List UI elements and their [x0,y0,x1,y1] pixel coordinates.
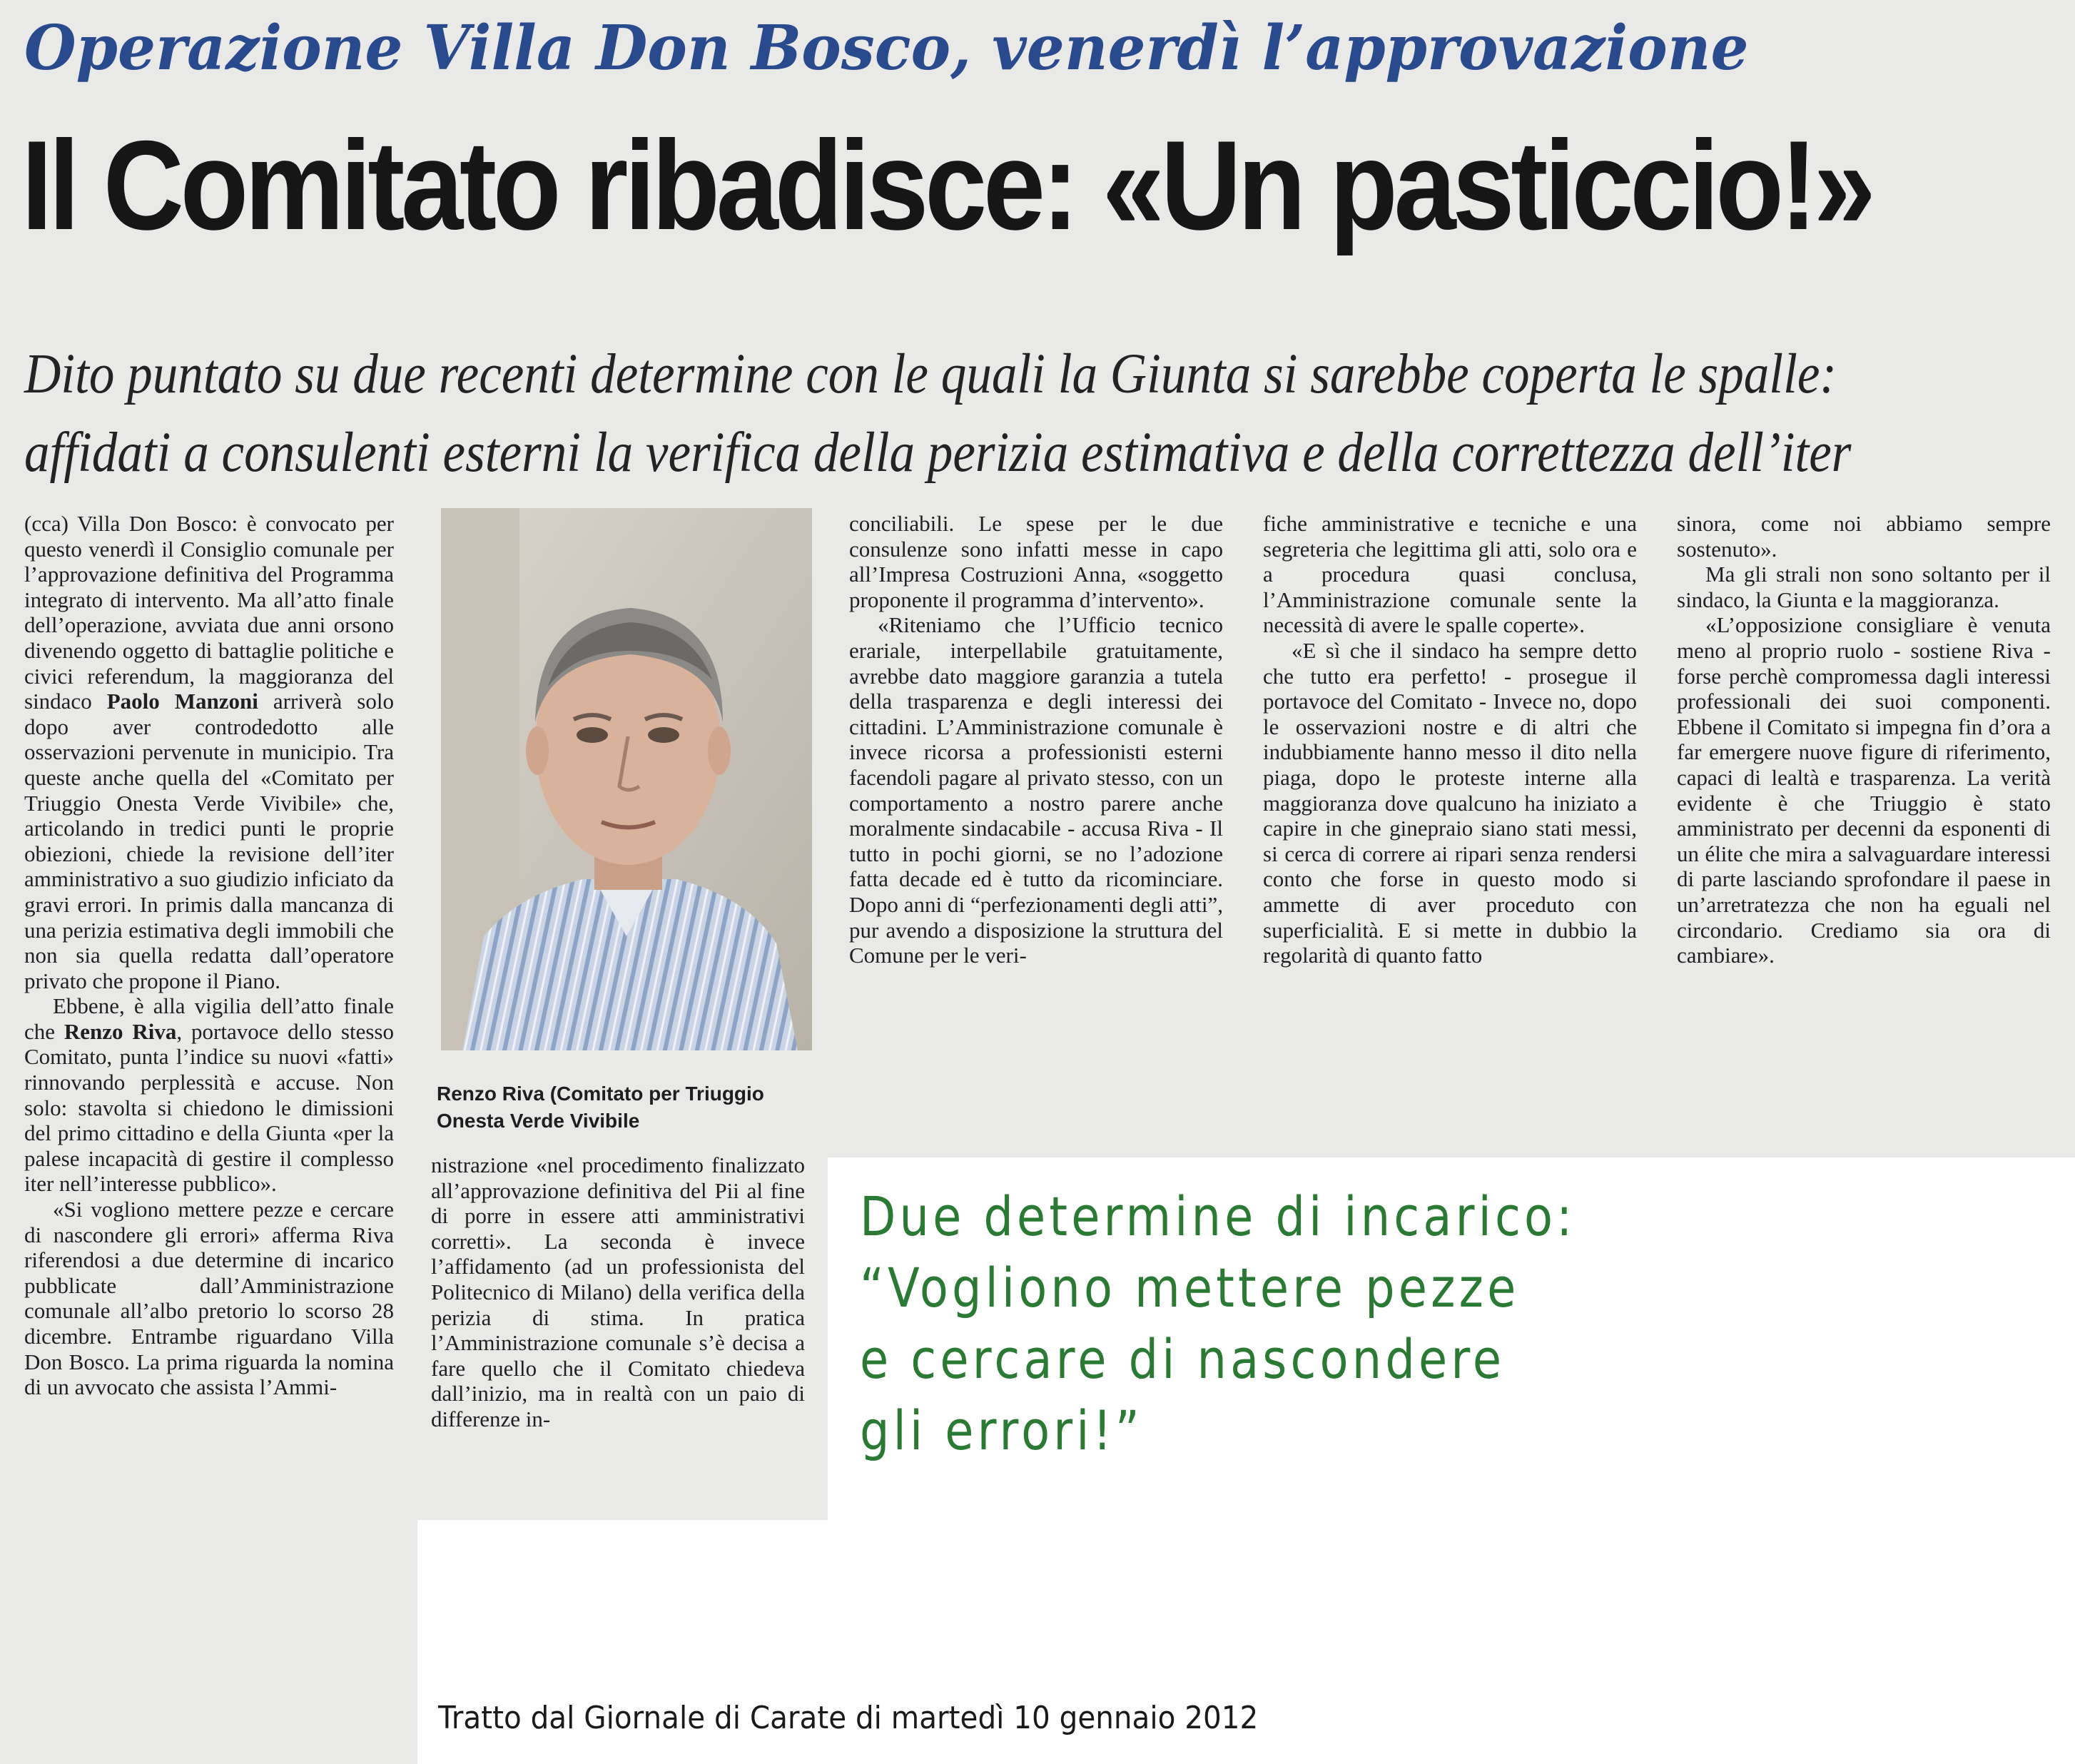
column-3-paragraph-2: «Riteniamo che l’Ufficio tecnico erariale, interpellabile gratuitamente, avrebbe dato maggiore garanzia a tutela della trasparenza e degli interessi dei cittadini. L’Amministrazione comunale è invece ricorsa a professionisti esterni facendoli pagare al privato stesso, con un comportamento a nostro parere anche moralmente sindacabile - accusa Riva - Il tutto in pochi giorni, se no l’adozione fatta decade ed è tutto da ricominciare. Dopo anni di “perfezionamenti degli atti”, pur avendo a disposizione la struttura del Comune per le veri- [849,612,1223,968]
column-4-paragraph-1: fiche amministrative e tecniche e una segreteria che legittima gli atti, solo ora e a procedura quasi conclusa, l’Amministrazione comunale sente la necessità di avere le spalle coperte». [1263,511,1637,638]
article-column-5 [1677,511,2051,968]
quote-line-4: gli errori!” [860,1399,1143,1462]
article-column-2 [431,1152,805,1432]
article-column-3 [849,511,1223,968]
column-3-paragraph-1: conciliabili. Le spese per le due consulenze sono infatti messe in capo all’Impresa Costruzioni Anna, «soggetto proponente il programma d’intervento». [849,511,1223,612]
portrait-photo [441,508,812,1050]
article-column-1 [24,511,394,1400]
highlight-quote [860,1181,1891,1466]
subhead-line-1: Dito puntato su due recenti determine con le quali la Giunta si sarebbe coperta le spalle: [24,343,1837,405]
article-kicker: Operazione Villa Don Bosco, venerdì l’approvazione [24,12,1749,84]
column-5-paragraph-2: Ma gli strali non sono soltanto per il sindaco, la Giunta e la maggioranza. [1677,562,2051,612]
column-1-paragraph-2: Ebbene, è alla vigilia dell’atto finale che Renzo Riva, portavoce dello stesso Comitato, punta l’indice su nuovi «fatti» rinnovando perplessità e accuse. Non solo: stavolta si chiedono le dimissioni del primo cittadino e della Giunta «per la palese incapacità di gestire il complesso iter nell’interesse pubblico». [24,993,394,1197]
subhead-line-2: affidati a consulenti esterni la verifica della perizia estimativa e della correttezza dell’iter [24,422,1852,484]
column-1-paragraph-3: «Si vogliono mettere pezze e cercare di nascondere gli errori» afferma Riva riferendosi a due determine di incarico pubblicate dall’Amministrazione comunale all’albo pretorio lo scorso 28 dicembre. Entrambe riguardano Villa Don Bosco. La prima riguarda la nomina di un avvocato che assista l’Ammi- [24,1197,394,1400]
quote-line-1: Due determine di incarico: [860,1185,1576,1248]
quote-line-2: “Vogliono mettere pezze [860,1256,1520,1319]
article-column-4 [1263,511,1637,968]
source-credit: Tratto dal Giornale di Carate di martedì 10 gennaio 2012 [438,1700,1259,1736]
column-4-paragraph-2: «E sì che il sindaco ha sempre detto che tutto era perfetto! - prosegue il portavoce del Comitato - Invece no, dopo le osservazioni nostre e di altri che indubbiamente hanno messo il dito nella piaga, dopo le proteste interne alla maggioranza dove qualcuno ha iniziato a capire in che ginepraio siano stati messi, si cerca di correre ai ripari senza rendersi conto che forse in questo modo si ammette di aver proceduto con superficialità. E si mette in dubbio la regolarità di quanto fatto [1263,637,1637,968]
person-name: Paolo Manzoni [106,689,258,714]
column-5-paragraph-1: sinora, come noi abbiamo sempre sostenuto». [1677,511,2051,562]
article-subheadline [24,335,2051,492]
photo-caption: Renzo Riva (Comitato per Triuggio Onesta Verde Vivibile [437,1083,764,1132]
column-5-paragraph-3: «L’opposizione consigliare è venuta meno al proprio ruolo - sostiene Riva - forse perchè compromessa dagli interessi professionali dei suoi componenti. Ebbene il Comitato si impegna fin d’ora a far emergere nuove figure di riferimento, capaci di lealtà e trasparenza. La verità evidente è che Triuggio è stato amministrato per decenni da esponenti di un élite che mira a salvaguardare interessi di parte lasciando sprofondare il paese in un’arretratezza che non ha eguali nel circondario. Crediamo sia ora di cambiare». [1677,612,2051,968]
portrait-illustration [441,508,812,1050]
column-1-paragraph-1: (cca) Villa Don Bosco: è convocato per questo venerdì il Consiglio comunale per l’approvazione definitiva del Programma integrato di intervento. Ma all’atto finale dell’operazione, avviata due anni orsono divenendo oggetto di battaglie politiche e civici referendum, la maggioranza del sindaco Paolo Manzoni arriverà solo dopo aver controdedotto alle osservazioni pervenute in municipio. Tra queste anche quella del «Comitato per Triuggio Onesta Verde Vivibile» che, articolando in tredici punti le proprie obiezioni, chiede la revisione dell’iter amministrativo a suo giudizio inficiato da gravi errori. In primis dalla mancanza di una perizia estimativa degli immobili che non sia quella redatta dall’operatore privato che propone il Piano. [24,511,394,993]
article-headline: Il Comitato ribadisce: «Un pasticcio!» [21,114,1872,256]
quote-line-3: e cercare di nascondere [860,1327,1506,1391]
person-name: Renzo Riva [64,1018,177,1044]
column-2-paragraph-1: nistrazione «nel procedimento finalizzato all’approvazione definitiva del Pii al fine di porre in essere atti amministrativi corretti». La seconda è invece l’affidamento (ad un professionista del Politecnico di Milano) della verifica della perizia di stima. In pratica l’Amministrazione comunale s’è decisa a fare quello che il Comitato chiedeva dall’inizio, ma in realtà con un paio di differenze in- [431,1152,805,1431]
